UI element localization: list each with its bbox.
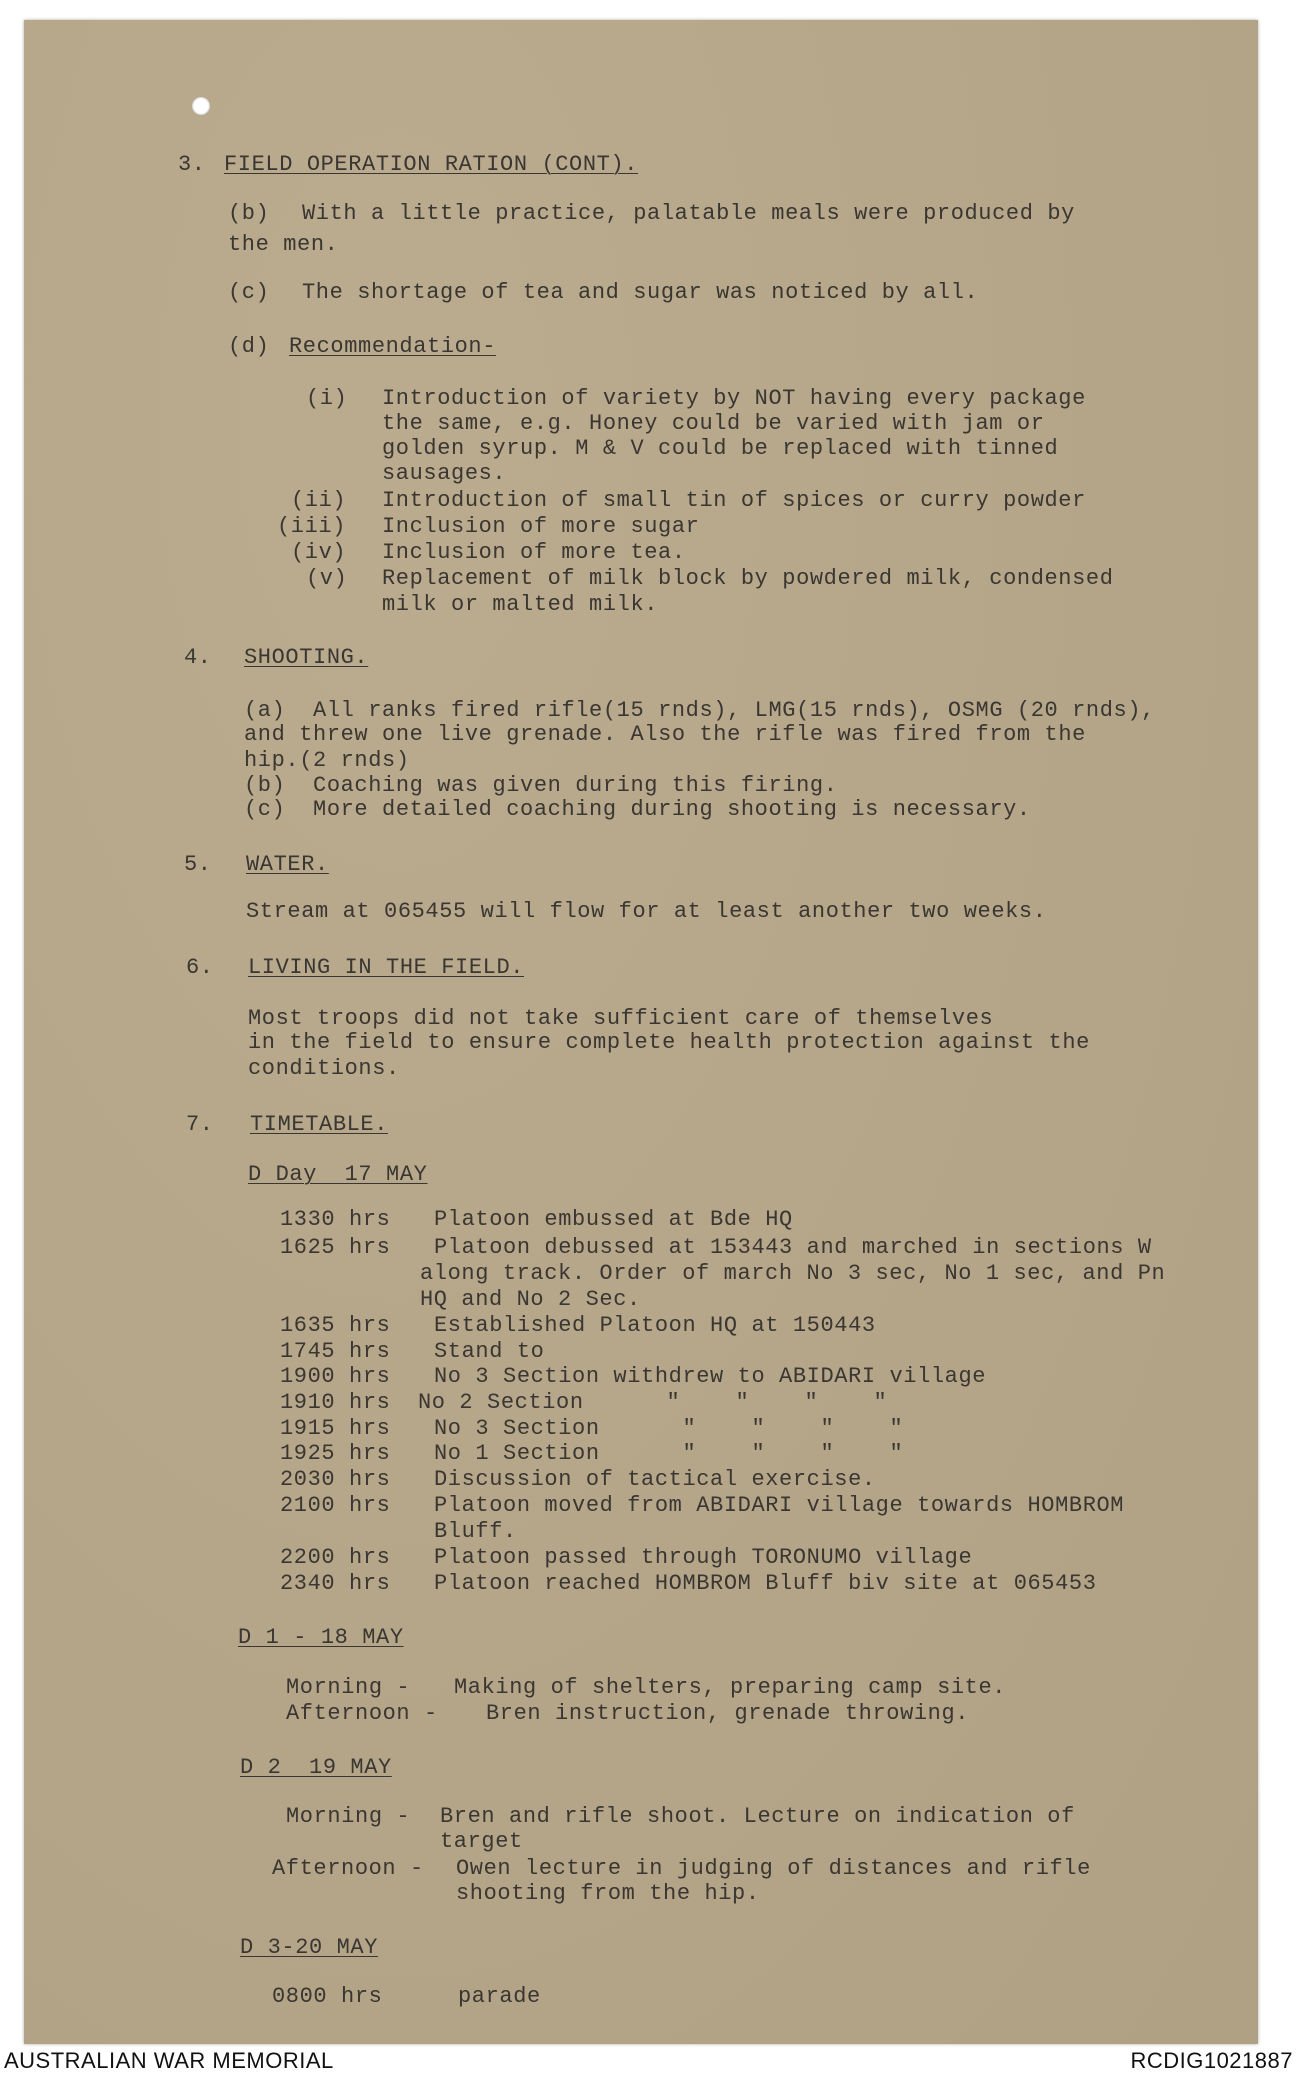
dday-heading: D Day 17 MAY [248,1162,428,1187]
dday-text-11: Platoon passed through TORONUMO village [434,1545,973,1570]
dday-time-5: 1900 hrs [280,1364,391,1389]
dday-time-11: 2200 hrs [280,1545,391,1570]
item-3c-label: (c) [228,280,270,305]
punch-hole [192,97,210,115]
rec-iv-label: (iv) [291,540,347,565]
dday-text-2a: Platoon debussed at 153443 and marched in sections W [434,1235,1152,1260]
d1-text-2: Bren instruction, grenade throwing. [486,1701,970,1726]
dday-time-12: 2340 hrs [280,1571,391,1596]
footer-institution: AUSTRALIAN WAR MEMORIAL [4,2048,334,2073]
section-3-number: 3. [178,152,206,177]
water-line-1: Stream at 065455 will flow for at least another two weeks. [246,899,1047,924]
dday-time-4: 1745 hrs [280,1339,391,1364]
living-line-1: Most troops did not take sufficient care of themselves [248,1006,994,1031]
rec-ii-line-1: Introduction of small tin of spices or curry powder [382,488,1086,513]
dday-time-8: 1925 hrs [280,1441,391,1466]
dday-text-10a: Platoon moved from ABIDARI village towards HOMBROM [434,1493,1125,1518]
dday-text-3: Established Platoon HQ at 150443 [434,1313,876,1338]
dday-text-12: Platoon reached HOMBROM Bluff biv site at 065453 [434,1571,1097,1596]
section-4-title: SHOOTING. [244,645,369,670]
dday-time-10: 2100 hrs [280,1493,391,1518]
rec-i-line-1: Introduction of variety by NOT having every package [382,386,1086,411]
rec-i-label: (i) [306,386,348,411]
rec-i-line-3: golden syrup. M & V could be replaced with tinned [382,436,1059,461]
d1-text-1: Making of shelters, preparing camp site. [454,1675,1007,1700]
d3-time-1: 0800 hrs [272,1984,383,2009]
d2-text-1a: Bren and rifle shoot. Lecture on indication of [440,1804,1075,1829]
section-6-number: 6. [186,955,214,980]
rec-iii-line-1: Inclusion of more sugar [382,514,700,539]
dday-time-1: 1330 hrs [280,1207,391,1232]
rec-i-line-4: sausages. [382,461,507,486]
dday-text-2c: HQ and No 2 Sec. [420,1287,641,1312]
section-7-number: 7. [186,1112,214,1137]
d2-text-1b: target [440,1829,523,1854]
dday-text-7: No 3 Section " " " " [434,1416,904,1441]
dday-text-6: No 2 Section " " " " [418,1390,888,1415]
rec-ii-label: (ii) [291,488,347,513]
dday-text-8: No 1 Section " " " " [434,1441,904,1466]
d1-label-1: Morning - [286,1675,411,1700]
recommendation-heading: Recommendation- [289,334,497,359]
dday-time-6: 1910 hrs [280,1390,391,1415]
section-7-title: TIMETABLE. [250,1112,389,1137]
dday-text-1: Platoon embussed at Bde HQ [434,1207,793,1232]
dday-text-2b: along track. Order of march No 3 sec, No 1 sec, and Pn [420,1261,1166,1286]
dday-time-2: 1625 hrs [280,1235,391,1260]
section-6-title: LIVING IN THE FIELD. [248,955,525,980]
shooting-line-4: (b) Coaching was given during this firing. [244,773,838,798]
d2-label-2: Afternoon - [272,1856,424,1881]
d1-label-2: Afternoon - [286,1701,438,1726]
item-3b-line-2: the men. [228,232,339,257]
dday-time-9: 2030 hrs [280,1467,391,1492]
dday-text-10b: Bluff. [434,1519,517,1544]
shooting-line-2: and threw one live grenade. Also the rifle was fired from the [244,722,1086,747]
section-5-number: 5. [184,852,212,877]
section-3-title: FIELD OPERATION RATION (CONT). [224,152,639,177]
footer-record-id: RCDIG1021887 [1130,2048,1293,2073]
item-3c-line-1: The shortage of tea and sugar was noticed by all. [302,280,979,305]
dday-text-9: Discussion of tactical exercise. [434,1467,876,1492]
rec-v-label: (v) [306,566,348,591]
d2-heading: D 2 19 MAY [240,1755,392,1780]
rec-iii-label: (iii) [277,514,347,539]
shooting-line-5: (c) More detailed coaching during shooting is necessary. [244,797,1031,822]
rec-v-line-2: milk or malted milk. [382,592,659,617]
d2-text-2b: shooting from the hip. [456,1881,760,1906]
section-4-number: 4. [184,645,212,670]
living-line-3: conditions. [248,1056,400,1081]
rec-iv-line-1: Inclusion of more tea. [382,540,686,565]
item-3d-label: (d) [228,334,270,359]
shooting-line-1: (a) All ranks fired rifle(15 rnds), LMG(15 rnds), OSMG (20 rnds), [244,698,1155,723]
item-3b-label: (b) [228,201,270,226]
section-5-title: WATER. [246,852,329,877]
d3-heading: D 3-20 MAY [240,1935,379,1960]
dday-time-7: 1915 hrs [280,1416,391,1441]
d2-text-2a: Owen lecture in judging of distances and rifle [456,1856,1091,1881]
dday-text-4: Stand to [434,1339,545,1364]
rec-i-line-2: the same, e.g. Honey could be varied with jam or [382,411,1045,436]
d3-text-1: parade [458,1984,541,2009]
living-line-2: in the field to ensure complete health protection against the [248,1030,1090,1055]
rec-v-line-1: Replacement of milk block by powdered milk, condensed [382,566,1114,591]
d1-heading: D 1 - 18 MAY [238,1625,404,1650]
item-3b-line-1: With a little practice, palatable meals were produced by [302,201,1075,226]
shooting-line-3: hip.(2 rnds) [244,748,410,773]
dday-text-5: No 3 Section withdrew to ABIDARI village [434,1364,987,1389]
dday-time-3: 1635 hrs [280,1313,391,1338]
d2-label-1: Morning - [286,1804,411,1829]
